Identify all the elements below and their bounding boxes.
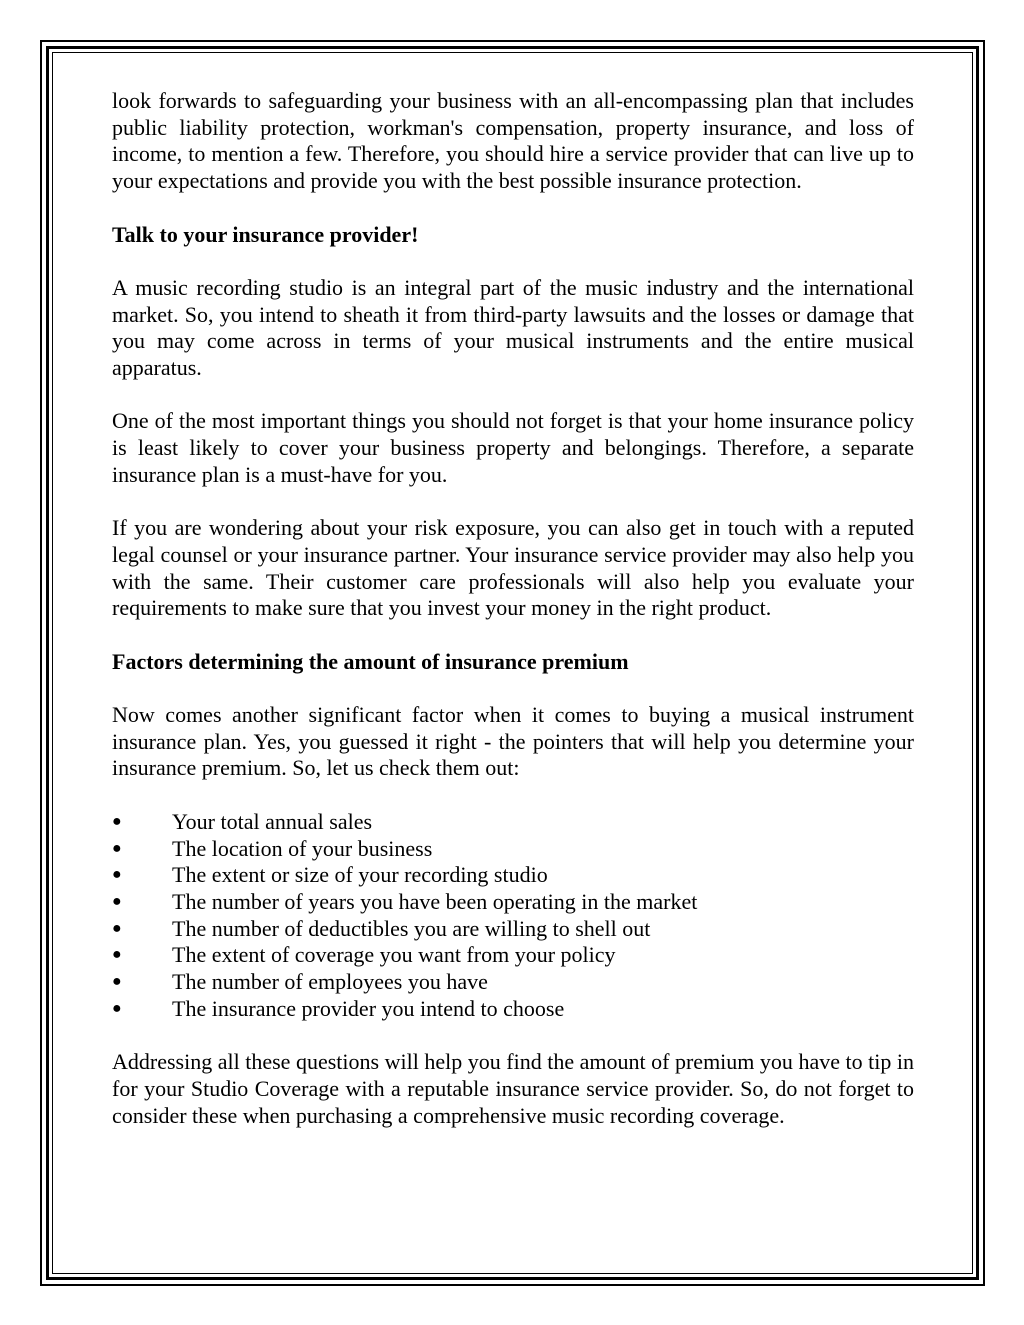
list-item bbox=[112, 889, 914, 916]
bullet-icon: ● bbox=[112, 973, 122, 991]
list-item-text: The insurance provider you intend to choose bbox=[172, 995, 565, 1021]
list-item bbox=[112, 996, 914, 1023]
intro-paragraph: look forwards to safeguarding your business with an all-encompassing plan that includes public liability protection, workman's compensation, property insurance, and loss of income, to mention a few. Therefore, you should hire a service provider that can live up to your expectations and provide you with the best possible insurance protection. bbox=[112, 88, 914, 194]
list-item bbox=[112, 916, 914, 943]
list-item-text: The location of your business bbox=[172, 835, 433, 861]
bullet-icon: ● bbox=[112, 866, 122, 884]
list-item bbox=[112, 942, 914, 969]
bullet-icon: ● bbox=[112, 919, 122, 937]
list-item-text: Your total annual sales bbox=[172, 808, 373, 834]
factors-intro-paragraph: Now comes another significant factor when it comes to buying a musical instrument insurance plan. Yes, you guessed it right - the pointers that will help you determine your insurance premium. So, let us check them out: bbox=[112, 702, 914, 781]
list-item-text: The extent or size of your recording studio bbox=[172, 862, 548, 888]
heading-premium-factors: Factors determining the amount of insurance premium bbox=[112, 648, 629, 674]
list-item bbox=[112, 862, 914, 889]
document-body bbox=[112, 88, 914, 1156]
studio-paragraph: A music recording studio is an integral part of the music industry and the international market. So, you intend to sheath it from third-party lawsuits and the losses or damage that you may come across in terms of your musical instruments and the entire musical apparatus. bbox=[112, 274, 914, 380]
list-item bbox=[112, 969, 914, 996]
list-item-text: The extent of coverage you want from your policy bbox=[172, 942, 616, 968]
list-item bbox=[112, 836, 914, 863]
factors-list bbox=[112, 809, 914, 1023]
list-item-text: The number of employees you have bbox=[172, 969, 488, 995]
bullet-icon: ● bbox=[112, 892, 122, 910]
bullet-icon: ● bbox=[112, 812, 122, 830]
bullet-icon: ● bbox=[112, 999, 122, 1017]
closing-paragraph: Addressing all these questions will help you find the amount of premium you have to tip in for your Studio Coverage with a reputable insurance service provider. So, do not forget to consider these when purchasing a comprehensive music recording coverage. bbox=[112, 1049, 914, 1128]
bullet-icon: ● bbox=[112, 946, 122, 964]
list-item bbox=[112, 809, 914, 836]
risk-paragraph: If you are wondering about your risk exposure, you can also get in touch with a reputed legal counsel or your insurance partner. Your insurance service provider may also help you with the same. Their customer care professionals will also help you evaluate your requirements to make sure that you invest your money in the right product. bbox=[112, 515, 914, 621]
list-item-text: The number of years you have been operating in the market bbox=[172, 888, 698, 914]
home-policy-paragraph: One of the most important things you should not forget is that your home insurance policy is least likely to cover your business property and belongings. Therefore, a separate insurance plan is a must-have for you. bbox=[112, 408, 914, 487]
bullet-icon: ● bbox=[112, 839, 122, 857]
heading-talk-to-provider: Talk to your insurance provider! bbox=[112, 221, 419, 247]
list-item-text: The number of deductibles you are willing to shell out bbox=[172, 915, 651, 941]
